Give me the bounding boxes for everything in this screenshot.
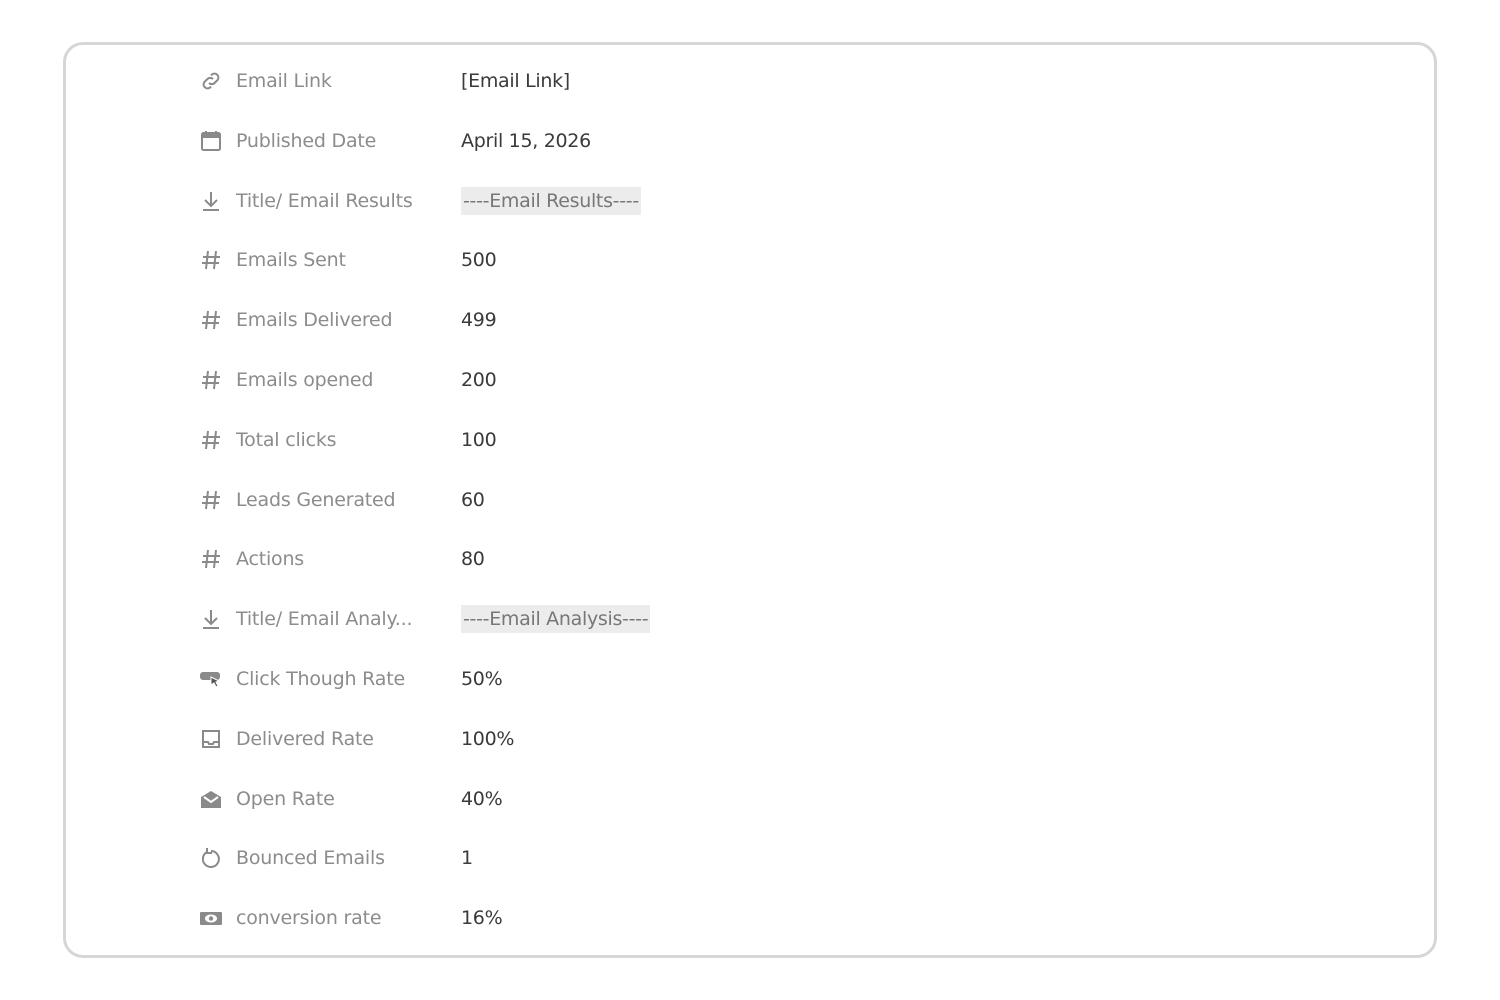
property-value[interactable]: 100: [461, 428, 497, 451]
download-icon: [198, 606, 224, 632]
property-row[interactable]: [198, 659, 898, 699]
property-row[interactable]: [198, 121, 898, 161]
property-value[interactable]: 50%: [461, 668, 503, 690]
download-icon: [198, 188, 224, 214]
hash-icon: [198, 427, 224, 453]
property-label[interactable]: Emails Sent: [236, 249, 346, 272]
property-row[interactable]: [198, 898, 898, 938]
property-label[interactable]: Open Rate: [236, 787, 335, 810]
property-row[interactable]: [198, 599, 898, 639]
property-row[interactable]: [198, 539, 898, 579]
property-label[interactable]: Leads Generated: [236, 488, 396, 511]
undo-icon: [198, 845, 224, 871]
property-label[interactable]: Title/ Email Analy...: [236, 608, 413, 631]
property-label[interactable]: Total clicks: [236, 428, 337, 451]
property-value[interactable]: 40%: [461, 787, 503, 810]
property-label[interactable]: Delivered Rate: [236, 727, 374, 750]
property-row[interactable]: [198, 300, 898, 340]
property-value[interactable]: 200: [461, 369, 497, 391]
property-label[interactable]: Title/ Email Results: [236, 189, 413, 212]
hash-icon: [198, 367, 224, 393]
property-value[interactable]: ----Email Analysis----: [461, 605, 650, 633]
property-row[interactable]: [198, 181, 898, 221]
property-label[interactable]: Bounced Emails: [236, 847, 385, 870]
property-row[interactable]: [198, 838, 898, 878]
property-value[interactable]: 500: [461, 249, 497, 272]
property-row[interactable]: [198, 61, 898, 101]
property-row[interactable]: [198, 360, 898, 400]
calendar-icon: [198, 128, 224, 154]
open-mail-icon: [198, 786, 224, 812]
property-label[interactable]: Actions: [236, 548, 305, 571]
link-icon: [198, 68, 224, 94]
property-value[interactable]: [Email Link]: [461, 70, 570, 92]
property-label[interactable]: Click Though Rate: [236, 668, 405, 690]
property-label[interactable]: Emails opened: [236, 369, 374, 391]
property-value[interactable]: 16%: [461, 907, 503, 930]
cursor-click-icon: [198, 666, 224, 692]
property-value[interactable]: ----Email Results----: [461, 187, 641, 215]
property-value[interactable]: 100%: [461, 727, 515, 750]
property-value[interactable]: April 15, 2026: [461, 129, 591, 152]
property-value[interactable]: 499: [461, 309, 497, 332]
property-row[interactable]: [198, 240, 898, 280]
property-value[interactable]: 60: [461, 488, 485, 511]
hash-icon: [198, 546, 224, 572]
property-label[interactable]: conversion rate: [236, 907, 382, 930]
property-label[interactable]: Published Date: [236, 129, 377, 152]
hash-icon: [198, 487, 224, 513]
property-value[interactable]: 1: [461, 847, 473, 870]
hash-icon: [198, 247, 224, 273]
property-row[interactable]: [198, 779, 898, 819]
inbox-icon: [198, 726, 224, 752]
property-row[interactable]: [198, 480, 898, 520]
property-row[interactable]: [198, 420, 898, 460]
hash-icon: [198, 307, 224, 333]
properties-card: [63, 42, 1437, 958]
property-label[interactable]: Emails Delivered: [236, 309, 393, 332]
eye-icon: [198, 905, 224, 931]
property-label[interactable]: Email Link: [236, 70, 332, 92]
property-row[interactable]: [198, 719, 898, 759]
property-value[interactable]: 80: [461, 548, 485, 571]
